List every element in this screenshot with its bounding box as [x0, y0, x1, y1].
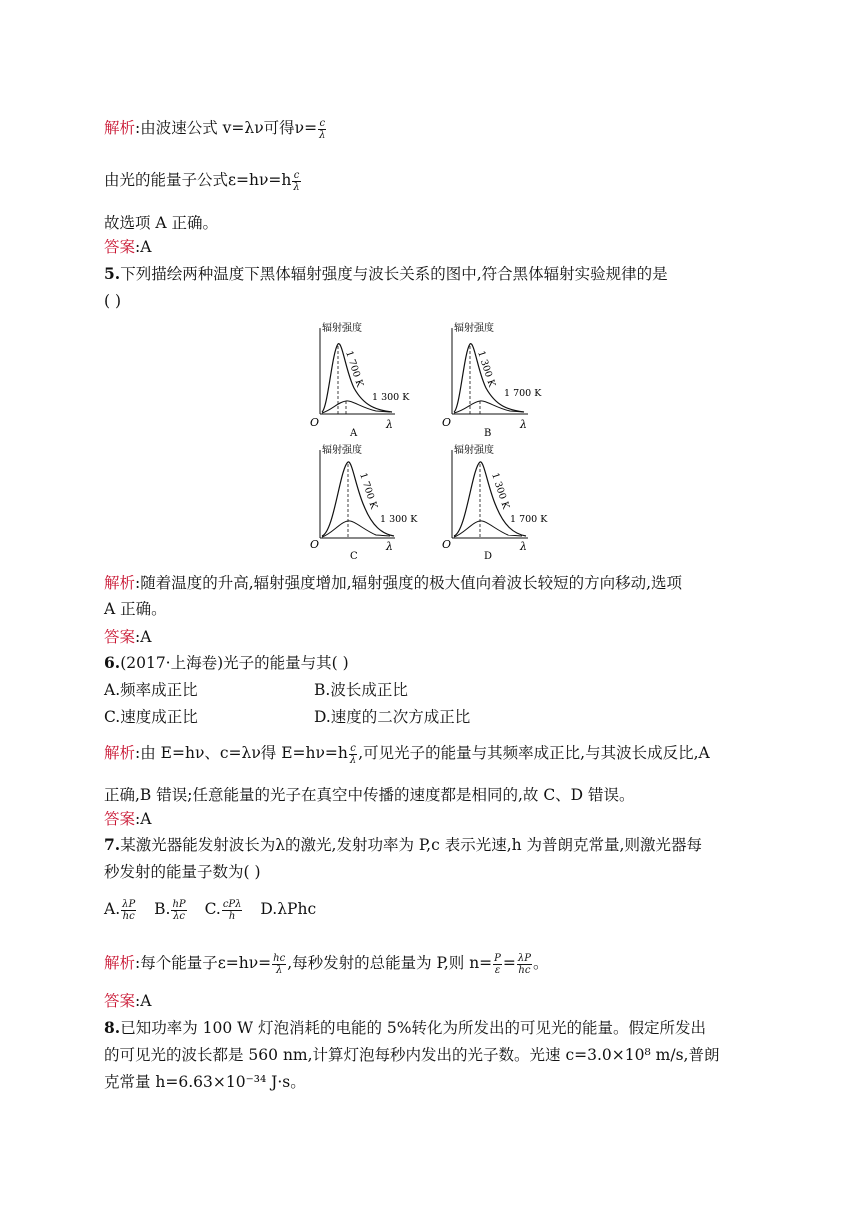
- option-a: A.频率成正比: [104, 681, 198, 699]
- answer-value: :A: [135, 810, 152, 828]
- question-text: (2017·上海卷)光子的能量与其( ): [120, 654, 349, 672]
- analysis-label: 解析: [104, 119, 136, 137]
- origin-label: O: [442, 538, 452, 551]
- analysis-label: 解析: [104, 574, 136, 592]
- curve-label-hot: 1 300 K: [489, 471, 512, 511]
- q7-analysis: [104, 952, 549, 976]
- option-d: D.λPhc: [260, 900, 317, 918]
- q8-stem-line3: 克常量 h=6.63×10⁻³⁴ J·s。: [104, 1073, 306, 1091]
- analysis-label: 解析: [104, 744, 136, 762]
- answer-value: :A: [135, 238, 152, 256]
- panel-letter: A: [350, 428, 358, 439]
- question-text: 已知功率为 100 W 灯泡消耗的电能的 5%转化为所发出的可见光的能量。假定所发出: [120, 1019, 707, 1037]
- q4-analysis-line2: [104, 169, 302, 193]
- analysis-text: ,可见光子的能量与其频率成正比,与其波长成反比,A: [358, 744, 710, 762]
- y-axis-label: 辐射强度: [454, 323, 494, 334]
- q6-answer: [104, 808, 151, 830]
- q5-analysis-line1: [104, 572, 682, 594]
- panel-letter: C: [350, 551, 358, 562]
- option-d: D.速度的二次方成正比: [314, 708, 471, 726]
- x-axis-label: λ: [386, 418, 393, 431]
- q7-stem-line1: [104, 834, 702, 856]
- q6-stem: [104, 652, 349, 674]
- figure-panel-a: [310, 322, 422, 444]
- x-axis-label: λ: [520, 540, 527, 553]
- analysis-text: :每个能量子ε=hν=: [135, 954, 272, 972]
- fraction: $\frac{c}{\lambda}$: [349, 742, 357, 766]
- q5-stem: [104, 263, 668, 285]
- origin-label: O: [310, 416, 320, 429]
- option-b: B. $\frac{hP}{\lambda c}$: [154, 898, 186, 922]
- option-c: C. $\frac{\text{cPλ}}{h}$: [204, 898, 242, 922]
- q4-answer: [104, 236, 151, 258]
- curve-label-hot: 1 700 K: [343, 349, 366, 389]
- x-axis-label: λ: [386, 540, 393, 553]
- answer-value: :A: [135, 992, 152, 1010]
- analysis-text: =: [502, 954, 516, 972]
- origin-label: O: [310, 538, 320, 551]
- y-axis-label: 辐射强度: [322, 323, 362, 334]
- x-axis-label: λ: [520, 418, 527, 431]
- analysis-text: 由光的能量子公式ε=hν=h: [104, 171, 292, 189]
- analysis-text: :随着温度的升高,辐射强度增加,辐射强度的极大值向着波长较短的方向移动,选项: [135, 574, 683, 592]
- q6-analysis-line2: 正确,B 错误;任意能量的光子在真空中传播的速度都是相同的,故 C、D 错误。: [104, 786, 635, 804]
- question-number: 8.: [104, 1018, 121, 1037]
- fraction: $\frac{\lambda P}{hc}$: [517, 952, 531, 976]
- analysis-text: :由 E=hν、c=λν得 E=hν=h: [135, 744, 348, 762]
- q5-answer-paren: ( ): [104, 292, 122, 310]
- option-a: A. $\frac{\lambda P}{hc}$: [104, 898, 136, 922]
- curve-label-hot: 1 300 K: [475, 349, 498, 389]
- figure-panel-c: [310, 442, 422, 566]
- curve-label-cold: 1 700 K: [504, 388, 542, 399]
- q8-stem-line1: [104, 1017, 706, 1039]
- analysis-text: 。: [532, 954, 549, 972]
- q5-analysis-line2: A 正确。: [104, 600, 167, 618]
- option-b: B.波长成正比: [314, 681, 408, 699]
- question-number: 7.: [104, 835, 121, 854]
- q6-options-row2: [104, 706, 470, 728]
- q7-answer: [104, 990, 151, 1012]
- panel-a-svg: [310, 322, 422, 440]
- curve-label-cold: 1 700 K: [510, 514, 548, 525]
- answer-label: 答案: [104, 992, 136, 1010]
- fraction: $\frac{P}{\varepsilon}$: [494, 952, 501, 976]
- question-text: 下列描绘两种温度下黑体辐射强度与波长关系的图中,符合黑体辐射实验规律的是: [120, 265, 668, 283]
- question-number: 5.: [104, 264, 121, 283]
- question-number: 6.: [104, 653, 121, 672]
- fraction: $\frac{hc}{\lambda}$: [273, 952, 286, 976]
- answer-label: 答案: [104, 628, 136, 646]
- origin-label: O: [442, 416, 452, 429]
- panel-c-svg: [310, 442, 422, 562]
- q7-options: [104, 898, 316, 922]
- y-axis-label: 辐射强度: [322, 445, 362, 456]
- q6-analysis-line1: [104, 742, 710, 766]
- curve-label-cold: 1 300 K: [380, 514, 418, 525]
- panel-letter: D: [484, 551, 493, 562]
- answer-value: :A: [135, 628, 152, 646]
- figure-panel-b: [440, 322, 552, 444]
- fraction: $\frac{c}{\lambda}$: [319, 117, 326, 141]
- q4-analysis-line3: 故选项 A 正确。: [104, 214, 219, 232]
- option-c: C.速度成正比: [104, 708, 198, 726]
- q4-analysis-line1: [104, 117, 327, 141]
- answer-label: 答案: [104, 238, 136, 256]
- panel-letter: B: [484, 428, 492, 439]
- answer-label: 答案: [104, 810, 136, 828]
- q5-answer: [104, 626, 151, 648]
- q6-options-row1: [104, 679, 408, 701]
- analysis-label: 解析: [104, 954, 136, 972]
- figure-panel-d: [440, 442, 552, 566]
- panel-d-svg: [440, 442, 552, 562]
- analysis-text: :由波速公式 v=λν可得ν=: [135, 119, 318, 137]
- question-text: 某激光器能发射波长为λ的激光,发射功率为 P,c 表示光速,h 为普朗克常量,则激光器每: [120, 836, 702, 854]
- q7-stem-line2: 秒发射的能量子数为( ): [104, 863, 261, 881]
- panel-b-svg: [440, 322, 552, 440]
- curve-label-cold: 1 300 K: [372, 392, 410, 403]
- analysis-text: ,每秒发射的总能量为 P,则 n=: [287, 954, 493, 972]
- q8-stem-line2: 的可见光的波长都是 560 nm,计算灯泡每秒内发出的光子数。光速 c=3.0×10⁸ m/s,普朗: [104, 1046, 720, 1064]
- y-axis-label: 辐射强度: [454, 445, 494, 456]
- curve-label-hot: 1 700 K: [357, 471, 380, 511]
- fraction: $\frac{c}{\lambda}$: [293, 169, 300, 193]
